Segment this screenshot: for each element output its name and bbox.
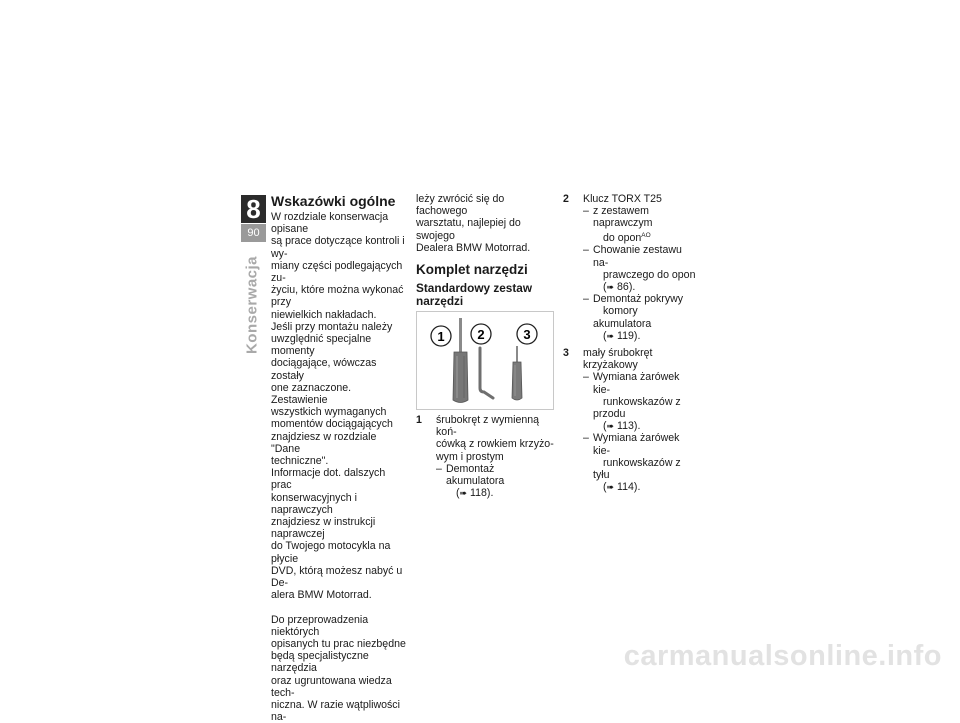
paragraph-continued: leży zwrócić się do fachowego warsztatu, najlepiej do swojego Dealera BMW Motorrad. [416,193,554,254]
paragraph-repair-info: Informacje dot. dalszych prac konserwacyjnych i naprawczych znajdziesz w instrukcji naprawczej do Twojego motocykla na płycie DVD, którą możesz nabyć u De- alera BMW Motorrad. [271,467,406,601]
arrow-ref-icon: ➠ [607,282,615,292]
arrow-ref-icon: ➠ [607,331,615,341]
item-number-3: 3 [563,347,569,359]
paragraph-torque: Jeśli przy montażu należy uwzględnić specjalne momenty dociągające, wówczas zostały one zaznaczone. Zestawienie wszystkich wymaganych momentów dociągających znajdziesz w rozdziale "Dane techniczne". [271,321,406,467]
heading-general-notes: Wskazówki ogólne [271,193,406,209]
page-reference[interactable]: (➠ 114). [593,481,698,493]
callout-label-3: 3 [523,327,530,342]
paragraph-intro: W rozdziale konserwacja opisane są prace dotyczące kontroli i wy- miany części podlegających zu- życiu, które można wykonać przy niewielkich nakładach. [271,211,406,321]
page-reference[interactable]: (➠ 86). [593,281,698,293]
column-2 [416,193,554,499]
page-reference[interactable]: (➠ 118). [446,487,554,499]
paragraph-special-tools: Do przeprowadzenia niektórych opisanych tu prac niezbędne będą specjalistyczne narzędzia oraz ugruntowana wiedza tech- niczna. W razie wątpliwości na- [271,614,406,723]
sub-item-front-indicators: – Wymiana żarówek kie- runkowskazów z przodu (➠ 113). [583,371,698,432]
subheading-standard-toolkit: Standardowy zestaw narzędzi [416,282,554,308]
torx-key-icon [480,348,493,398]
callout-label-1: 1 [437,329,444,344]
item-number-1: 1 [416,414,422,426]
arrow-ref-icon: ➠ [460,488,468,498]
chapter-side-label-text: Konserwacja [244,256,261,354]
page-reference[interactable]: (➠ 119). [593,330,698,342]
chapter-number-box: 8 [241,195,266,223]
chapter-side-label [232,250,272,360]
heading-toolkit: Komplet narzędzi [416,262,554,278]
list-item-3: 3 mały śrubokręt krzyżakowy – Wymiana żarówek kie- runkowskazów z przodu (➠ 113). – Wymiana żarówek kie- runkowskazów z tyłu (➠ 114). [563,347,698,493]
list-item-2: 2 Klucz TORX T25 – z zestawem naprawczym do opon$^{AO}$ – Chowanie zestawu na- prawczego do opon (➠ 86). – Demontaż pokrywy komory akumulatora (➠ 119). [563,193,698,342]
sub-item-battery-cover: – Demontaż pokrywy komory akumulatora (➠ 119). [583,293,698,342]
list-item-1: 1 śrubokręt z wymienną koń- cówką z rowkiem krzyżo- wym i prostym – Demontaż akumulatora (➠ 118). [416,414,554,499]
item-number-2: 2 [563,193,569,205]
sub-item-repair-kit: – z zestawem naprawczym do opon$^{AO}$ [583,205,698,244]
screwdriver-small-icon [512,346,522,400]
sub-item-battery-removal: – Demontaż akumulatora (➠ 118). [436,463,554,500]
sub-item-rear-indicators: – Wymiana żarówek kie- runkowskazów z tyłu (➠ 114). [583,432,698,493]
column-1 [271,193,406,723]
sub-item-stowing-repair-kit: – Chowanie zestawu na- prawczego do opon (➠ 86). [583,244,698,293]
arrow-ref-icon: ➠ [607,482,615,492]
column-3 [563,193,698,493]
toolkit-illustration [417,312,553,409]
page-reference[interactable]: (➠ 113). [593,420,698,432]
screwdriver-large-icon [453,318,468,403]
watermark: carmanualsonline.info [624,640,942,673]
page-number: 90 [241,224,266,242]
toolkit-figure [416,311,554,410]
callout-label-2: 2 [477,327,484,342]
arrow-ref-icon: ➠ [607,421,615,431]
